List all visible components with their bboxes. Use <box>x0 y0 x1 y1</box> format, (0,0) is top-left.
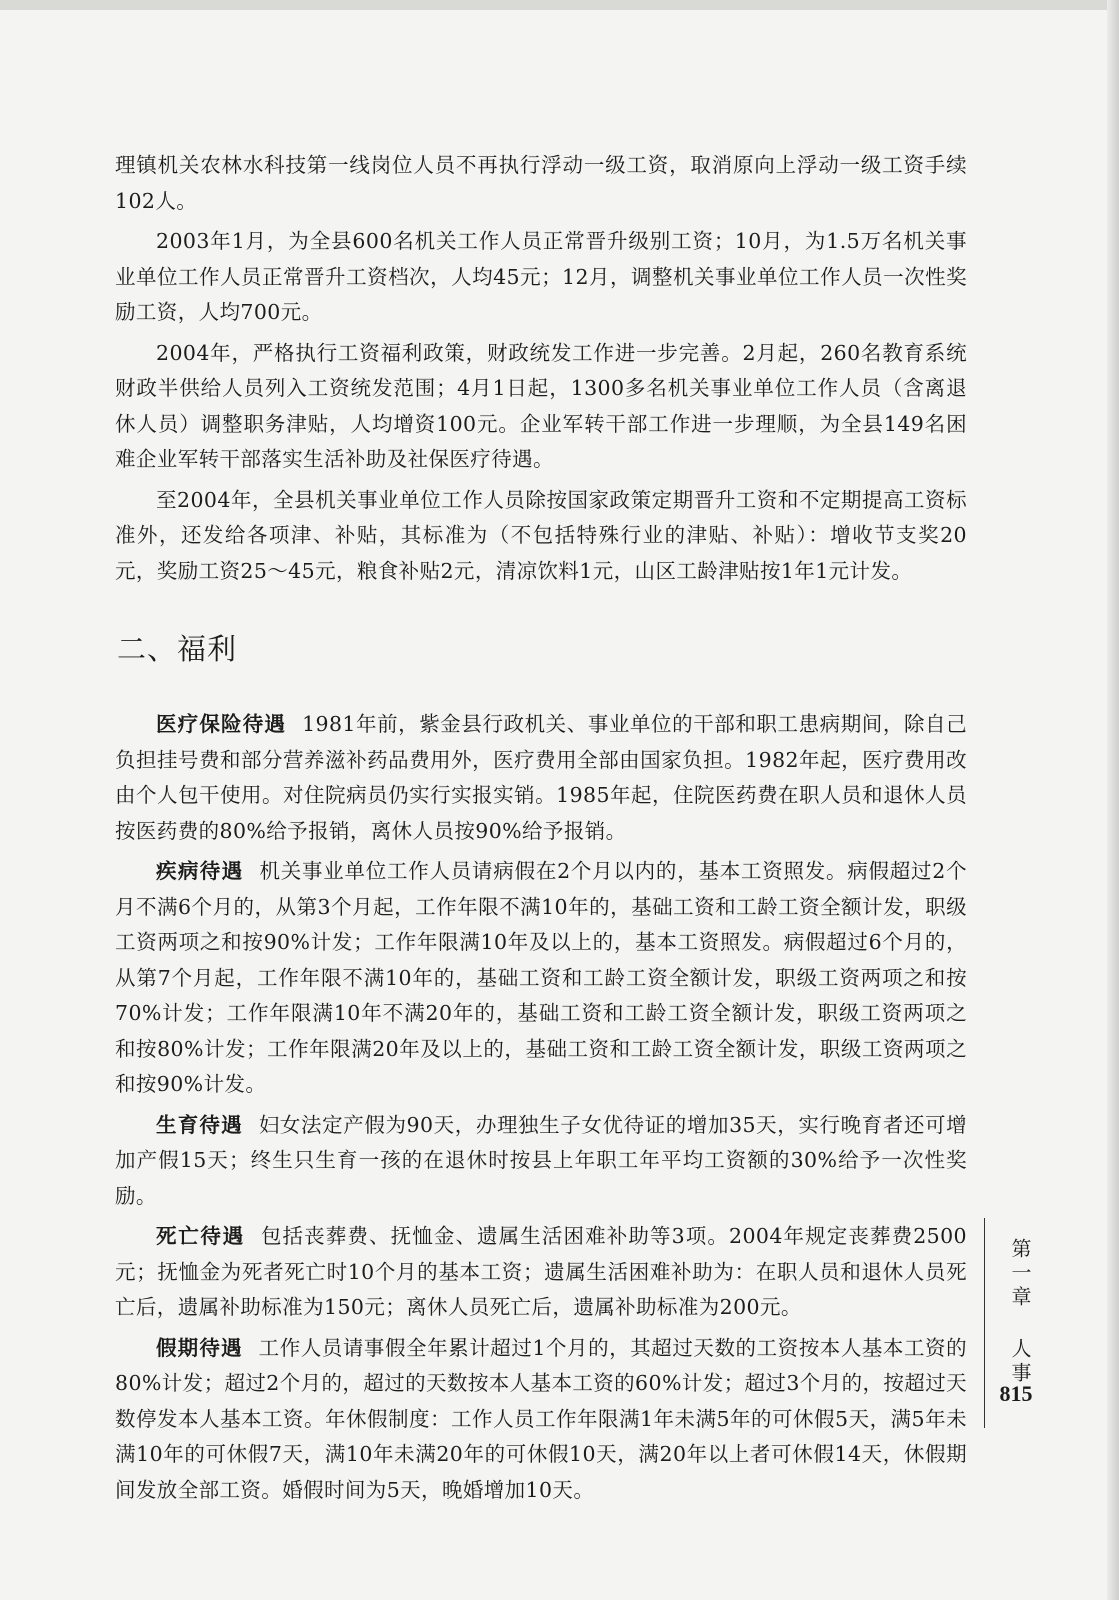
term-death: 死亡待遇 <box>156 1224 245 1248</box>
term-leave: 假期待遇 <box>156 1335 243 1360</box>
page-number: 815 <box>999 1381 1033 1406</box>
term-sick-leave: 疾病待遇 <box>156 859 244 883</box>
welfare-item-maternity <box>115 1108 967 1215</box>
wage-paragraph-2004: 2004年，严格执行工资福利政策，财政统发工作进一步完善。2月起，260名教育系统财政半供给人员列入工资统发范围；4月1日起，1300多名机关事业单位工作人员（含离退休人员）调整职务津贴，人均增资100元。企业军转干部工作进一步理顺，为全县149名困难企业军转干部落实生活补助及社保医疗待遇。 <box>115 340 967 471</box>
text-leave: 工作人员请事假全年累计超过1个月的，其超过天数的工资按本人基本工资的80%计发；超过2个月的，超过的天数按本人基本工资的60%计发；超过3个月的，按超过天数停发本人基本工资。年休假制度：工作人员工作年限满1年未满5年的可休假5天，满5年未满10年的可休假7天，满10年未满20年的可休假10天，满20年以上者可休假14天，休假期间发放全部工资。婚假时间为5天，晚婚增加10天。 <box>115 1335 968 1502</box>
term-medical-insurance: 医疗保险待遇 <box>156 712 287 736</box>
text-death: 包括丧葬费、抚恤金、遗属生活困难补助等3项。2004年规定丧葬费2500元；抚恤金为死者死亡时10个月的基本工资；遗属生活困难补助为：在职人员和退休人员死亡后，遗属补助标准为150元；离休人员死亡后，遗属补助标准为200元。 <box>115 1224 967 1319</box>
wage-paragraph-allowances: 至2004年，全县机关事业单位工作人员除按国家政策定期晋升工资和不定期提高工资标准外，还发给各项津、补贴，其标准为（不包括特殊行业的津贴、补贴）：增收节支奖20元，奖励工资25～45元，粮食补贴2元，清凉饮料1元，山区工龄津贴按1年1元计发。 <box>115 487 967 583</box>
wage-paragraph-continued: 理镇机关农林水科技第一线岗位人员不再执行浮动一级工资，取消原向上浮动一级工资手续102人。 <box>115 153 967 213</box>
welfare-item-leave <box>115 1331 967 1509</box>
scan-right-edge <box>1107 0 1119 1600</box>
text-sick-leave: 机关事业单位工作人员请病假在2个月以内的，基本工资照发。病假超过2个月不满6个月的，从第3个月起，工作年限不满10年的，基础工资和工龄工资全额计发，职级工资两项之和按90%计发；工作年限满10年及以上的，基本工资照发。病假超过6个月的，从第7个月起，工作年限不满10年的，基础工资和工龄工资全额计发，职级工资两项之和按70%计发；工作年限满10年不满20年的，基础工资和工龄工资全额计发，职级工资两项之和按80%计发；工作年限满20年及以上的，基础工资和工龄工资全额计发，职级工资两项之和按90%计发。 <box>115 859 968 1096</box>
wage-paragraph-2003: 2003年1月，为全县600名机关工作人员正常晋升级别工资；10月，为1.5万名机关事业单位工作人员正常晋升工资档次，人均45元；12月，调整机关事业单位工作人员一次性奖励工资，人均700元。 <box>115 229 967 324</box>
welfare-item-death <box>115 1219 967 1326</box>
welfare-item-medical <box>115 707 967 849</box>
section-title-welfare: 二、福利 <box>117 632 238 666</box>
term-maternity: 生育待遇 <box>156 1112 243 1137</box>
chapter-label: 第一章 人事 <box>1008 1238 1032 1386</box>
text-medical-insurance: 1981年前，紫金县行政机关、事业单位的干部和职工患病期间，除自己负担挂号费和部分营养滋补药品费用外，医疗费用全部由国家负担。1982年起，医疗费用改由个人包干使用。对住院病员仍实行实报实销。1985年起，住院医药费在职人员和退休人员按医药费的80%给予报销，离休人员按90%给予报销。 <box>115 712 968 843</box>
margin-divider-line <box>984 1218 985 1428</box>
scan-top-edge <box>0 0 1119 10</box>
text-maternity: 妇女法定产假为90天，办理独生子女优待证的增加35天，实行晚育者还可增加产假15天；终生只生育一孩的在退休时按县上年职工年平均工资额的30%给予一次性奖励。 <box>115 1112 968 1208</box>
page-body <box>115 148 967 1513</box>
welfare-item-sick-leave <box>115 854 967 1103</box>
